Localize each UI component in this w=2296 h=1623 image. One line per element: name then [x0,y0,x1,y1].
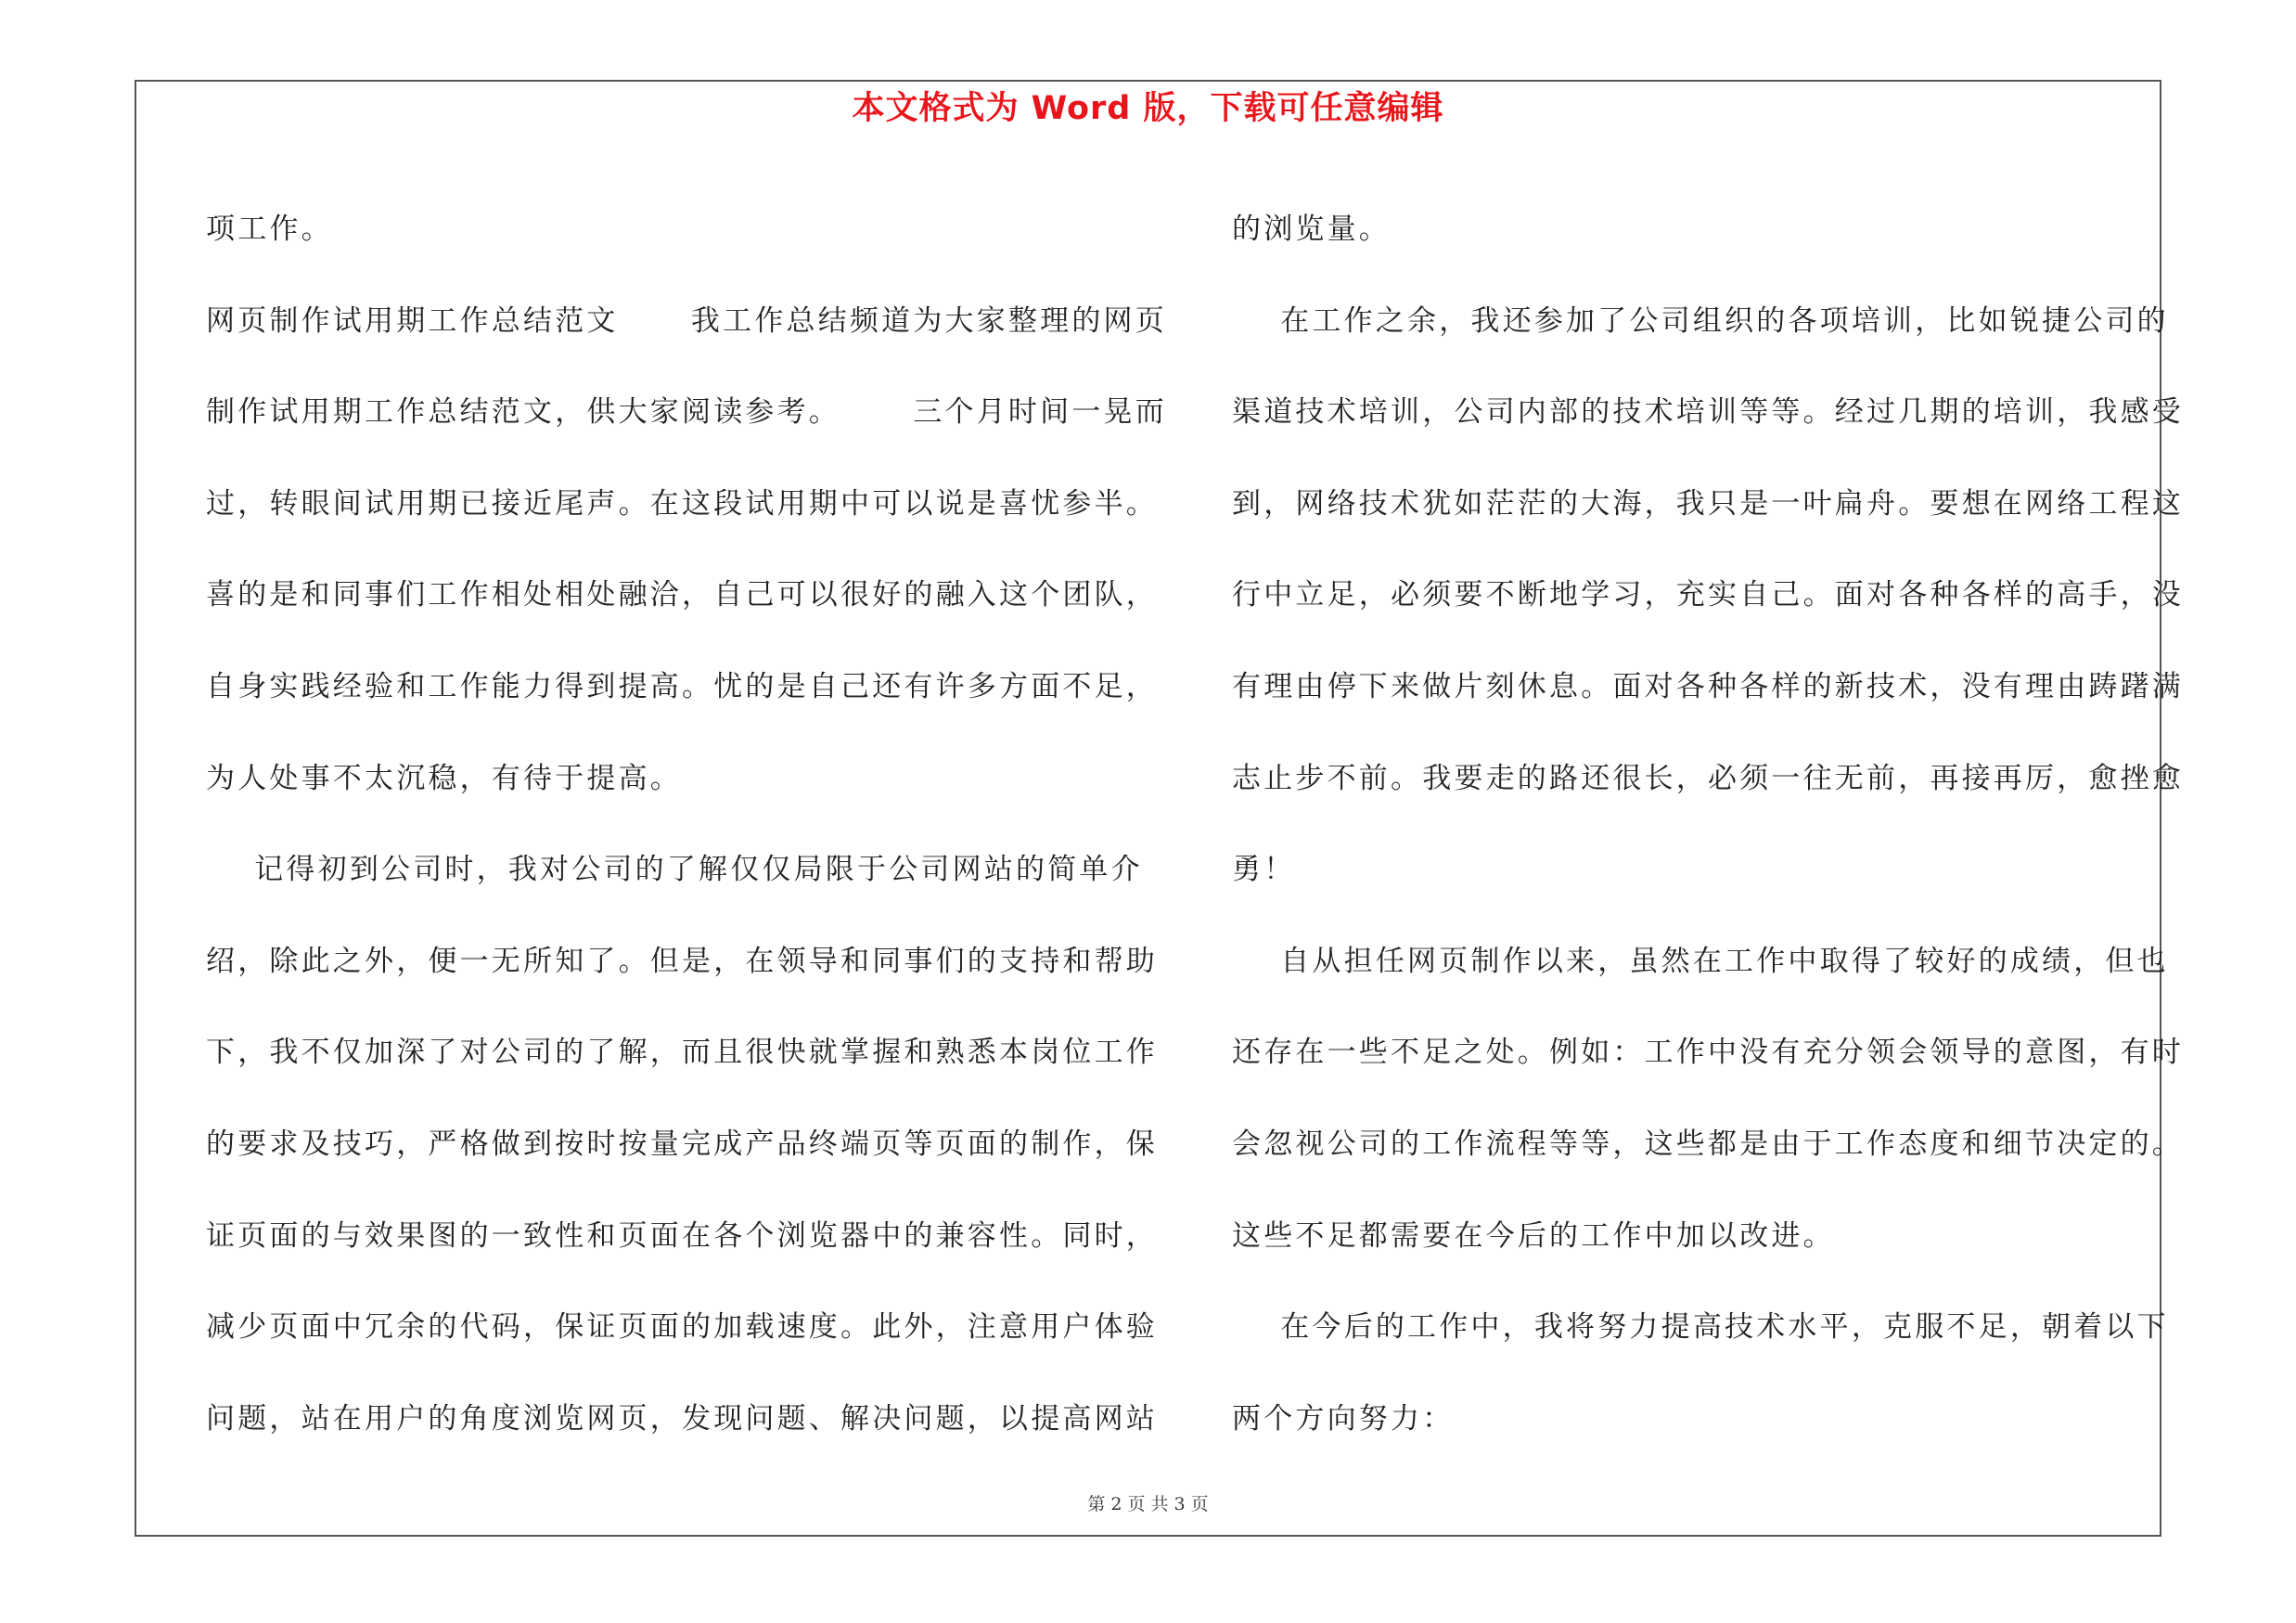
text-line: 行中立足，必须要不断地学习，充实自己。面对各种各样的高手，没 [1232,578,2184,612]
text-line: 网页制作试用期工作总结范文 我工作总结频道为大家整理的网页 [206,303,1167,338]
right-text-column [1232,184,2206,1464]
text-line: 的要求及技巧，严格做到按时按量完成产品终端页等页面的制作，保 [206,1127,1158,1161]
text-line: 两个方向努力： [1232,1401,1455,1436]
text-line: 制作试用期工作总结范文，供大家阅读参考。 三个月时间一晃而 [206,395,1167,430]
page-number-footer: 第 2 页 共 3 页 [1087,1494,1209,1514]
left-text-column [206,184,1171,1464]
text-line: 有理由停下来做片刻休息。面对各种各样的新技术，没有理由踌躇满 [1232,669,2184,703]
text-line: 到，网络技术犹如茫茫的大海，我只是一叶扁舟。要想在网络工程这 [1232,486,2184,521]
text-line: 勇！ [1232,853,1296,887]
text-line: 问题，站在用户的角度浏览网页，发现问题、解决问题，以提高网站 [206,1401,1158,1436]
text-line: 自从担任网页制作以来，虽然在工作中取得了较好的成绩，但也 [1232,944,2169,978]
text-line: 过，转眼间试用期已接近尾声。在这段试用期中可以说是喜忧参半。 [206,486,1158,521]
text-line: 渠道技术培训，公司内部的技术培训等等。经过几期的培训，我感受 [1232,395,2184,430]
text-line: 在今后的工作中，我将努力提高技术水平，克服不足，朝着以下 [1232,1310,2169,1345]
text-line: 项工作。 [206,213,333,246]
word-format-banner: 本文格式为 Word 版，下载可任意编辑 [852,90,1444,127]
text-line: 绍，除此之外，便一无所知了。但是，在领导和同事们的支持和帮助 [206,944,1158,978]
text-line: 还存在一些不足之处。例如：工作中没有充分领会领导的意图，有时 [1232,1036,2184,1070]
text-line: 下，我不仅加深了对公司的了解，而且很快就掌握和熟悉本岗位工作 [206,1036,1158,1070]
text-line: 减少页面中冗余的代码，保证页面的加载速度。此外，注意用户体验 [206,1310,1158,1345]
text-line: 这些不足都需要在今后的工作中加以改进。 [1232,1218,1835,1253]
text-line: 证页面的与效果图的一致性和页面在各个浏览器中的兼容性。同时， [206,1218,1158,1253]
text-line: 为人处事不太沉稳，有待于提高。 [206,761,682,795]
text-line: 志止步不前。我要走的路还很长，必须一往无前，再接再厉，愈挫愈 [1232,761,2184,795]
text-line: 在工作之余，我还参加了公司组织的各项培训，比如锐捷公司的 [1232,303,2169,338]
text-line: 记得初到公司时，我对公司的了解仅仅局限于公司网站的简单介 [206,853,1143,887]
text-line: 喜的是和同事们工作相处相处融洽，自己可以很好的融入这个团队， [206,578,1158,612]
text-line: 的浏览量。 [1232,213,1391,246]
text-line: 自身实践经验和工作能力得到提高。忧的是自己还有许多方面不足， [206,669,1158,703]
text-line: 会忽视公司的工作流程等等，这些都是由于工作态度和细节决定的。 [1232,1127,2184,1161]
